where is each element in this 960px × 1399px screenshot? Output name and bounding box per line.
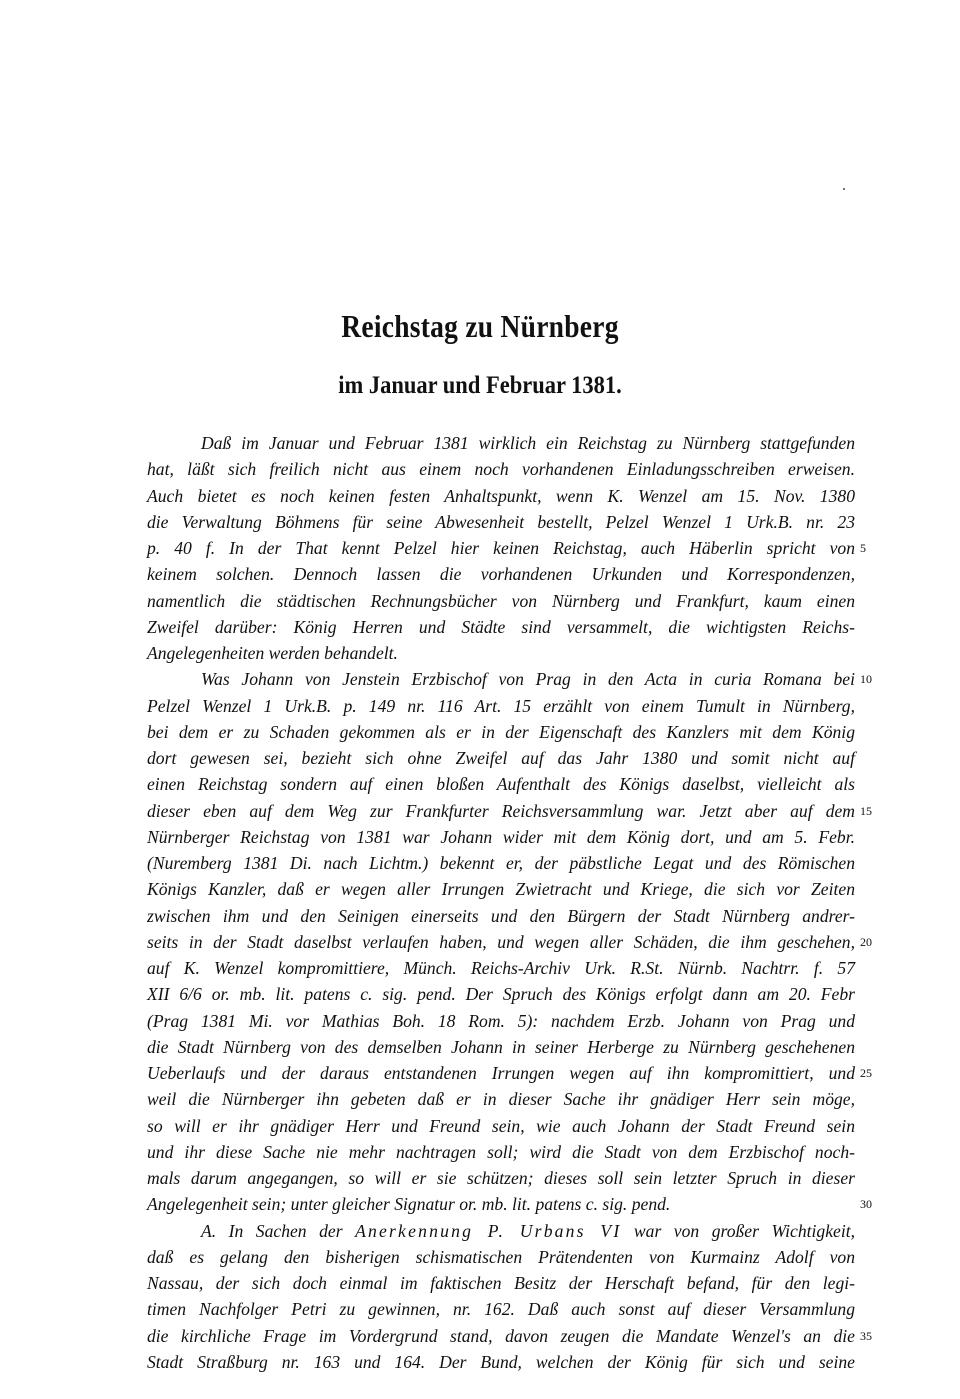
spaced-emphasis: Anerkennung P. Urbans VI	[355, 1220, 622, 1241]
margin-line-number: 35	[860, 1328, 872, 1343]
text-line: Daß im Januar und Februar 1381 wirklich ein Reichstag zu Nürnberg stattgefunden	[201, 433, 855, 453]
text-line: XII 6/6 or. mb. lit. patens c. sig. pend. Der Spruch des Königs erfolgt dann am 20. Febr	[147, 984, 855, 1005]
text-line: die kirchliche Frage im Vordergrund stand, davon zeugen die Mandate Wenzel's an die	[147, 1325, 855, 1346]
text-line: Angelegenheit sein; unter gleicher Signatur or. mb. lit. patens c. sig. pend.	[147, 1194, 671, 1215]
text-line: so will er ihr gnädiger Herr und Freund sein, wie auch Johann der Stadt Freund sein	[147, 1115, 855, 1136]
margin-line-number: 20	[860, 934, 872, 949]
margin-line-number: 10	[860, 672, 872, 687]
text-line: auf K. Wenzel kompromittiere, Münch. Reichs-Archiv Urk. R.St. Nürnb. Nachtrr. f. 57	[147, 958, 855, 978]
text-line: Angelegenheiten werden behandelt.	[147, 643, 398, 663]
text-line: timen Nachfolger Petri zu gewinnen, nr. 162. Daß auch sonst auf dieser Versammlung	[147, 1299, 855, 1320]
text-segment: A. In Sachen der	[201, 1220, 356, 1241]
text-line: mals darum angegangen, so will er sie schützen; dieses soll sein letzter Spruch in dieser	[147, 1168, 855, 1188]
text-line	[147, 1218, 855, 1244]
text-line: und ihr diese Sache nie mehr nachtragen soll; wird die Stadt von dem Erzbischof noch-	[147, 1141, 855, 1162]
text-line: dieser eben auf dem Weg zur Frankfurter Reichsversammlung war. Jetzt aber auf dem	[147, 800, 855, 821]
margin-line-number: 25	[860, 1066, 872, 1080]
text-line: die Verwaltung Böhmens für seine Abwesenheit bestellt, Pelzel Wenzel 1 Urk.B. nr. 23	[147, 511, 855, 532]
text-line: Pelzel Wenzel 1 Urk.B. p. 149 nr. 116 Art. 15 erzählt von einem Tumult in Nürnberg,	[147, 695, 855, 716]
text-line: die Stadt Nürnberg von des demselben Johann in seiner Herberge zu Nürnberg geschehenen	[147, 1036, 855, 1057]
text-line: Zweifel darüber: König Herren und Städte sind versammelt, die wichtigsten Reichs-	[147, 616, 855, 637]
text-line: zwischen ihm und den Seinigen einerseits und den Bürgern der Stadt Nürnberg andrer-	[147, 905, 855, 926]
text-line: Nassau, der sich doch einmal im faktischen Besitz der Herschaft befand, für den legi-	[147, 1273, 855, 1293]
text-line: Ueberlaufs und der daraus entstandenen Irrungen wegen auf ihn kompromittiert, und	[147, 1063, 855, 1083]
text-line: Stadt Straßburg nr. 163 und 164. Der Bund, welchen der König für sich und seine	[147, 1351, 855, 1372]
text-line: keinem solchen. Dennoch lassen die vorhandenen Urkunden und Korrespondenzen,	[147, 564, 855, 585]
page-speck	[843, 188, 845, 190]
margin-line-number: 5	[860, 541, 866, 555]
text-line: Auch bietet es noch keinen festen Anhaltspunkt, wenn K. Wenzel am 15. Nov. 1380	[147, 485, 855, 506]
body-text	[147, 430, 855, 1375]
text-line: einen Reichstag sondern auf einen bloßen Aufenthalt des Königs daselbst, vielleicht als	[147, 774, 855, 795]
margin-line-number: 15	[860, 803, 872, 818]
text-line: (Nuremberg 1381 Di. nach Lichtm.) bekennt er, der päbstliche Legat und des Römischen	[147, 853, 855, 873]
page-subtitle: im Januar und Februar 1381.	[338, 372, 622, 399]
margin-line-number: 30	[860, 1197, 872, 1212]
text-line: hat, läßt sich freilich nicht aus einem noch vorhandenen Einladungsschreiben erweisen.	[147, 459, 855, 480]
page-title: Reichstag zu Nürnberg	[341, 308, 619, 344]
text-line: Was Johann von Jenstein Erzbischof von Prag in den Acta in curia Romana bei	[201, 669, 855, 690]
text-segment: war von großer Wichtigkeit,	[621, 1220, 855, 1241]
text-line: dort gewesen sei, bezieht sich ohne Zweifel auf das Jahr 1380 und somit nicht auf	[147, 748, 855, 768]
text-line: bei dem er zu Schaden gekommen als er in der Eigenschaft des Kanzlers mit dem König	[147, 721, 855, 742]
text-line: weil die Nürnberger ihn gebeten daß er in dieser Sache ihr gnädiger Herr sein möge,	[147, 1089, 855, 1110]
text-line: namentlich die städtischen Rechnungsbücher von Nürnberg und Frankfurt, kaum einen	[147, 590, 855, 611]
text-line: daß es gelang den bisherigen schismatischen Prätendenten von Kurmainz Adolf von	[147, 1246, 855, 1267]
text-line: seits in der Stadt daselbst verlaufen haben, und wegen aller Schäden, die ihm geschehen,	[147, 931, 855, 952]
text-line: Nürnberger Reichstag von 1381 war Johann wider mit dem König dort, und am 5. Febr.	[147, 826, 855, 847]
text-line: p. 40 f. In der That kennt Pelzel hier keinen Reichstag, auch Häberlin spricht von	[147, 538, 855, 558]
text-line: Königs Kanzler, daß er wegen aller Irrungen Zwietracht und Kriege, die sich vor Zeiten	[147, 879, 855, 900]
text-line: (Prag 1381 Mi. vor Mathias Boh. 18 Rom. 5): nachdem Erzb. Johann von Prag und	[147, 1010, 855, 1031]
